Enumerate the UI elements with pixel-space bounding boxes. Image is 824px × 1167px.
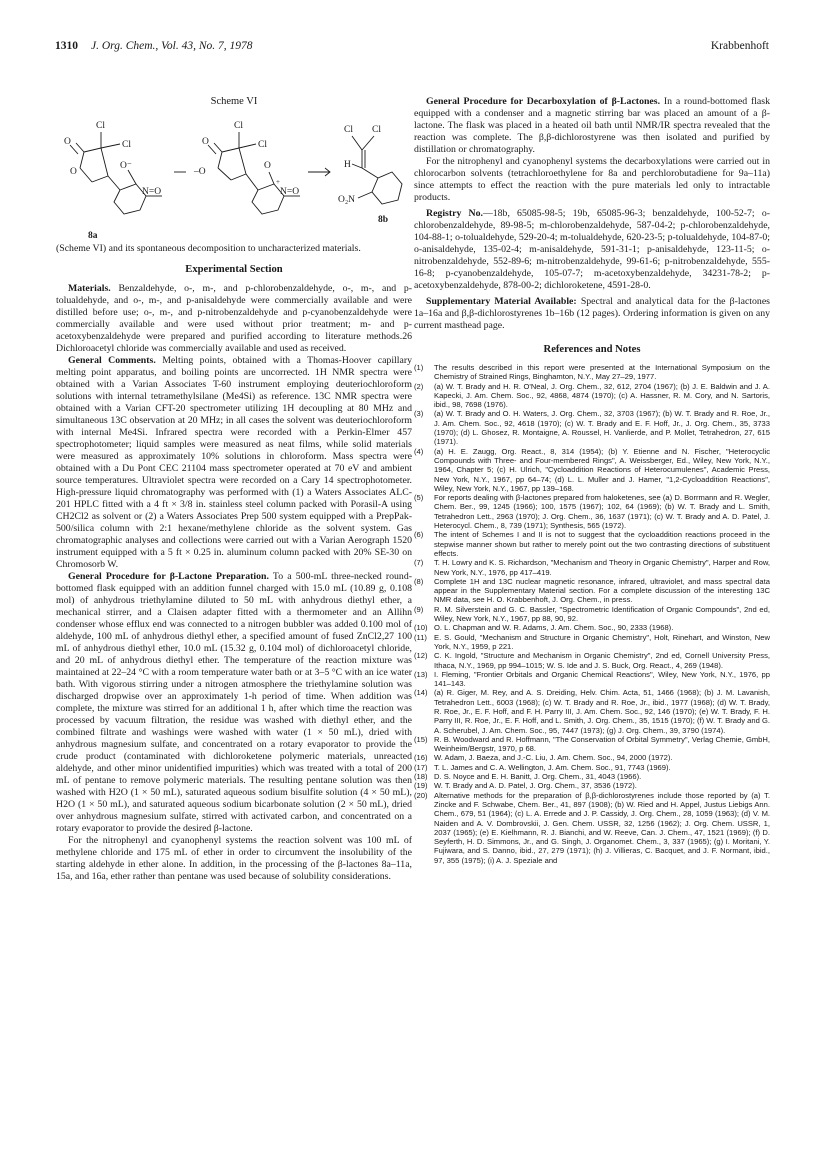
reference-text: O. L. Chapman and W. R. Adams, J. Am. Chem. Soc., 90, 2333 (1968).	[434, 623, 674, 633]
reference-text: The intent of Schemes I and II is not to suggest that the cycloaddition reactions proceed in the stepwise manner shown but rather to merely point out the two contrasting directions of substituent effects.	[434, 530, 770, 558]
reference-number: (20)	[414, 790, 428, 800]
lactone-procedure-text: To a 500-mL three-necked round-bottomed flask equipped with an addition funnel charged with 15.0 mL (10.89 g, 0.108 mol) of anhydrous triethylamine diluted to 50 mL with anhydrous diethyl ether, a mechanical stirrer, and a Claisen adapter fitted with a thermometer and an Allihn condenser whose efflux end was connected to a nitrogen bubbler was added 0.100 mol of aldehyde, 100 mL of anhydrous diethyl ether, a specified amount of fused ZnCl2,27 100 mL of anhydrous diethyl ether, 10.0 mL (15.32 g, 0.104 mol) of dichloroacetyl chloride, and 20 mL of anhydrous diethyl ether. The temperature of the reaction mixture was maintained at 22–24 °C with a room temperature water bath or at 3–5 °C with an ice water bath. With vigorous stirring under a nitrogen atmosphere the triethylamine solution was discharged dropwise over an approximately 1-h period of time. When addition was complete, the mixture was stirred for an additional 1 h, after which time the reaction was processed by vacuum filtration, the residue was washed with diethyl ether, and the combined filtrate and washings were washed with water (1 × 50 mL), dried with anhydrous magnesium sulfate, and concentrated on a rotary evaporator to provide the crude product (contaminated with dichloroketene polymeric materials, unreacted aldehyde, and other minor unidentified impurities) which was treated with a total of 200 mL of pentane to remove polymeric materials. The resulting pentane solution was then washed with H2O (1 × 50 mL), saturated aqueous sodium bisulfite solution (4 × 50 mL), H2O (1 × 50 mL), and saturated aqueous sodium bicarbonate solution (2 × 50 mL), dried over anhydrous magnesium sulfate, stirred with activated carbon, and concentrated on a rotary evaporator to provide the desired β-lactone.	[56, 571, 412, 834]
reference-number: (11)	[414, 632, 427, 642]
atom-cl: Cl	[344, 125, 353, 135]
reference-text: Alternative methods for the preparation of β,β-dichlorostyrenes include those reported by (a) T. Zincke and F. Schwabe, Chem. Ber., 41, 897 (1908); (b) W. Ried and H. Appel, Justus Liebigs Ann. Chem., 679, 51 (1964); (c) L. A. Errede and J. P. Cassidy, J. Org. Chem., 28, 1059 (1963); (d) V. M. Naiden and A. V. Dombrovskii, J. Gen. Chem. USSR, 32, 1256 (1962); J. Org. Chem. USSR, 1, 2037 (1965); (e) E. Kielhmann, R. J. Bianchi, and W. Reeve, Can. J. Chem., 47, 1521 (1969); (f) D. Seyferth, H. D. Simmons, Jr., and G. Singh, J. Organomet. Chem., 3, 337 (1965); (g) I. Moritani, Y. Fujiwara, and S. Danno, ibid., 27, 279 (1971); (h) J. Villieras, C. Bacquet, and J. F. Normant, ibid., 97, 355 (1975); (i) A. J. Speziale and	[434, 790, 770, 865]
atom-cl: Cl	[372, 125, 381, 135]
reference-text: Complete 1H and 13C nuclear magnetic resonance, infrared, ultraviolet, and mass spectral data appear in the Supplementary Material section. For a complete discussion of the interesting 13C NMR data, see H. O. Krabbenhoft, J. Org. Chem., in press.	[434, 576, 770, 605]
atom-o: O	[70, 167, 77, 177]
reference-number: (18)	[414, 772, 428, 782]
atom-o-minus: O⁻	[120, 161, 132, 171]
materials-text: Benzaldehyde, o-, m-, and p-chlorobenzaldehyde, o-, m-, and p-tolualdehyde, and o-, m-, and p-anisaldehyde were commercially available and were distilled before use; o-, m-, and p-nitrobenzaldehyde and p-cyanobenzaldehyde were commercially available and were used without prior treatment; m- and p-acetoxybenzaldehyde were prepared and purified according to literature methods.26 Dichloroacetyl chloride was commercially available and used as received.	[56, 283, 412, 354]
atom-h: H	[344, 160, 351, 170]
structure-8a	[70, 132, 162, 214]
running-author: Krabbenhoft	[710, 40, 769, 52]
reference-text: T. L. James and C. A. Wellington, J. Am. Chem. Soc., 91, 7743 (1969).	[434, 762, 671, 772]
materials-heading: Materials.	[68, 283, 111, 294]
reference-number: (16)	[414, 753, 428, 763]
reference-number: (12)	[414, 651, 428, 661]
structure-8b-labels	[338, 125, 388, 225]
structure-intermediate	[208, 132, 300, 214]
right-column	[414, 96, 770, 865]
scheme-title: Scheme VI	[210, 96, 258, 107]
reference-number: (19)	[414, 781, 428, 791]
lactone-procedure-paragraph	[56, 571, 412, 835]
reference-number: (8)	[414, 576, 424, 586]
atom-n-eq-o: N=O	[142, 187, 162, 197]
reference-item	[414, 735, 770, 754]
reference-text: C. K. Ingold, "Structure and Mechanism in Organic Chemistry", 2nd ed, Cornell University Press, Ithaca, N.Y., 1969, pp 994–1015; W. S. Ide and J. S. Buck, Org. React., 4, 269 (1948).	[434, 651, 770, 670]
reference-item	[414, 530, 770, 558]
reference-number: (2)	[414, 381, 424, 391]
general-comments-paragraph	[56, 355, 412, 571]
references-heading: References and Notes	[543, 344, 641, 355]
reference-number: (17)	[414, 762, 428, 772]
left-column	[56, 96, 412, 883]
reference-item	[414, 577, 770, 605]
reference-text: For reports dealing with β-lactones prepared from haloketenes, see (a) D. Borrmann and R. Wegler, Chem. Ber., 99, 1245 (1966); 100, 1575 (1967); 102, 64 (1969); (b) W. T. Brady and L. Smith, Tetrahedron Lett., 2963 (1970); J. Org. Chem., 36, 1637 (1971); (c) W. T. Brady and A. D. Patel, J. Heterocycl. Chem., 8, 739 (1971); Synthesis, 565 (1972).	[434, 493, 770, 531]
reference-item	[414, 670, 770, 689]
reference-item	[414, 753, 770, 762]
reference-text: (a) W. T. Brady and H. R. O'Neal, J. Org. Chem., 32, 612, 2704 (1967); (b) J. E. Baldwin and J. A. Kapecki, J. Am. Chem. Soc., 92, 4868, 4874 (1970); (c) A. Hassner, R. M. Cory, and N. Sartoris, ibid., 98, 7698 (1976).	[434, 381, 770, 410]
reference-text: I. Fleming, "Frontier Orbitals and Organic Chemical Reactions", Wiley, New York, N.Y., 1976, pp 141–143.	[434, 669, 770, 689]
compound-label-8a: 8a	[88, 231, 98, 241]
reference-number: (6)	[414, 530, 424, 540]
reference-text: T. H. Lowry and K. S. Richardson, "Mechanism and Theory in Organic Chemistry", Harper and Row, New York, N.Y., 1976, pp 417–419.	[434, 558, 770, 577]
reference-text: D. S. Noyce and E. H. Banitt, J. Org. Chem., 31, 4043 (1966).	[434, 772, 642, 782]
reference-item	[414, 447, 770, 493]
reference-item	[414, 781, 770, 790]
reference-number: (5)	[414, 493, 424, 503]
atom-cl: Cl	[96, 121, 105, 131]
reference-number: (10)	[414, 623, 428, 633]
reference-item	[414, 791, 770, 865]
reference-number: (9)	[414, 604, 424, 614]
reference-text: R. M. Silverstein and G. C. Bassler, "Spectrometric Identification of Organic Compounds", 2nd ed, Wiley, New York, N.Y., 1967, pp 88, 90, 92.	[434, 604, 770, 624]
reference-item	[414, 363, 770, 382]
decarboxylation-heading: General Procedure for Decarboxylation of β-Lactones.	[426, 96, 661, 107]
supplementary-paragraph	[414, 296, 770, 332]
scheme-figure	[56, 96, 412, 241]
registry-heading: Registry No.	[426, 208, 483, 219]
decarboxylation-paragraph-2: For the nitrophenyl and cyanophenyl systems the decarboxylations were carried out in chlorocarbon solvents (tetrachloroethylene for 8a and perchlorobutadiene for 9a–11a) since attempts to effect the reaction with the pure materials led only to intractable products.	[414, 156, 770, 203]
atom-o2n: O₂N	[338, 195, 356, 205]
journal-citation: J. Org. Chem., Vol. 43, No. 7, 1978	[91, 40, 253, 52]
atom-o: O	[264, 161, 271, 171]
materials-paragraph	[56, 283, 412, 355]
reference-number: (3)	[414, 409, 424, 419]
reference-text: (a) R. Giger, M. Rey, and A. S. Dreiding, Helv. Chim. Acta, 51, 1466 (1968); (b) J. M. Lavanish, Tetrahedron Lett., 6003 (1968); (c) W. T. Brady and R. Roe, Jr., ibid., 1977 (1968); (d) W. T. Brady, R. Roe, Jr., E. F. Hoff, and F. H. Parry III, J. Am. Chem. Soc., 92, 146 (1970); (e) W. T. Brady, F. H. Parry III, R. Roe, Jr., E. F. Hoff, and L. Smith, J. Org. Chem., 35, 1515 (1970); (f) W. T. Brady and G. A. Scherubel, J. Am. Chem. Soc., 95, 7447 (1973); (g) J. Org. Chem., 39, 3790 (1974).	[434, 688, 770, 735]
reference-number: (4)	[414, 446, 424, 456]
reference-text: (a) W. T. Brady and O. H. Waters, J. Org. Chem., 32, 3703 (1967); (b) W. T. Brady and R. Roe, Jr., J. Am. Chem. Soc., 92, 4618 (1970); (c) W. T. Brady and E. F. Hoff, Jr., J. Org. Chem., 35, 3733 (1970); (d) L. Ghosez, R. Montaigne, A. Roussel, H. Vanlierde, and P. Mollet, Tetrahedron, 27, 615 (1971).	[434, 409, 770, 447]
decarboxylation-paragraph	[414, 96, 770, 156]
intro-paragraph: (Scheme VI) and its spontaneous decomposition to uncharacterized materials.	[56, 243, 361, 254]
reference-number: (14)	[414, 688, 428, 698]
atom-n-eq-o: N=O	[280, 187, 300, 197]
reference-text: The results described in this report were presented at the International Symposium on the Chemistry of Strained Rings, Binghamton, N.Y., May 27–29, 1977.	[434, 363, 770, 382]
reference-item	[414, 623, 770, 632]
reference-text: E. S. Gould, "Mechanism and Structure in Organic Chemistry", Holt, Rinehart, and Winston, New York, N.Y., 1959, p 221.	[434, 632, 770, 651]
reference-text: R. B. Woodward and R. Hoffmann, "The Conservation of Orbital Symmetry", Verlag Chemie, GmbH, Weinheim/Bergstr, 1970, p 68.	[434, 734, 770, 754]
atom-cl: Cl	[234, 121, 243, 131]
section-heading: Experimental Section	[185, 264, 283, 275]
compound-label-8b: 8b	[378, 215, 389, 225]
supplementary-heading: Supplementary Material Available:	[426, 296, 577, 307]
reference-text: W. T. Brady and A. D. Patel, J. Org. Chem., 37, 3536 (1972).	[434, 781, 637, 791]
charge-plus: +	[276, 178, 280, 186]
reference-text: (a) H. E. Zaugg, Org. React., 8, 314 (1954); (b) Y. Etienne and N. Fischer, "Heterocyclic Compounds with Three- and Four-membered Rings", A. Weissberger, Ed., Wiley, New York, N.Y., 1964, Chapter 5; (c) H. Ulrich, "Cycloaddition Reactions of Heterocumulenes", Academic Press, New York, N.Y., 1967, pp 64–74; (d) L. L. Muller and J. Hamer, "1,2-Cycloaddition Reactions", Wiley, New York, N.Y., 1967, pp 139–168.	[434, 446, 770, 493]
general-comments-text: Melting points, obtained with a Thomas-Hoover capillary melting point apparatus, and boiling points are uncorrected. 1H NMR spectra were obtained with a Varian Associates T-60 instrument employing deuteriochloroform solutions with internal tetramethylsilane (Me4Si) as reference. 13C NMR spectra were obtained with a Varian CFT-20 spectrometer utilizing 1H decoupling at 80 MHz and simultaneous 13C observation at 20 MHz; in all cases the solvent was deuteriochloroform with internal Me4Si. Infrared spectra were recorded with a Perkin-Elmer 457 spectrophotometer; liquid samples were measured as neat films, while solid materials were measured as approximately 10% solutions in chloroform. Mass spectra were obtained with a Du Pont CEC 21104 mass spectrometer operated at 70 eV and ambient source temperatures. Ultraviolet spectra were recorded on a Cary 14 spectrophotometer. High-pressure liquid chromatography was performed with (1) a Waters Associates ALC-201 HPLC fitted with a 4 ft × 3/8 in. stainless steel column packed with Porasil-A using CH2Cl2 as solvent or (2) a Waters Associates Prep 500 system equipped with a PrepPak-500/silica column with 2:1 hexane/methylene chloride as the solvent system. Gas chromatographic analyses and collections were carried out with a Varian Aerograph 1520 instrument equipped with a 5 ft × 0.25 in. aluminum column packed with 20% SE-30 on Chromosorb W.	[56, 355, 412, 570]
atom-cl: Cl	[122, 140, 131, 150]
supplementary-text: Spectral and analytical data for the β-lactones 1a–16a and β,β-dichlorostyrenes 1b–16b (12 pages). Ordering information is given on any current masthead page.	[414, 296, 770, 331]
atom-o: O	[64, 137, 71, 147]
reference-number: (15)	[414, 734, 428, 744]
registry-text: —18b, 65085-98-5; 19b, 65085-96-3; benzaldehyde, 100-52-7; o-chlorobenzaldehyde, 89-98-5; m-chlorobenzaldehyde, 587-04-2; p-chlorobenzaldehyde, 104-88-1; o-tolualdehyde, 529-20-4; m-tolualdehyde, 620-23-5; p-tolualdehyde, 104-87-0; o-anisaldehyde, 135-02-4; m-anisaldehyde, 591-31-1; p-anisaldehyde, 123-11-5; o-nitrobenzaldehyde, 552-89-6; m-nitrobenzaldehyde, 99-61-6; p-nitrobenzaldehyde, 555-16-8; p-cyanobenzaldehyde, 105-07-7; m-acetoxybenzaldehyde, 34231-78-2; p-acetoxybenzaldehyde, 878-00-2; dichloroketene, 4591-28-0.	[414, 208, 770, 291]
atom-o: O	[202, 137, 209, 147]
scheme-structure-drawing	[56, 110, 412, 245]
structure-intermediate-labels	[193, 121, 299, 197]
general-comments-heading: General Comments.	[68, 355, 156, 366]
atom-minus-o: –O	[194, 167, 206, 177]
reference-item	[414, 493, 770, 530]
reference-item	[414, 633, 770, 652]
reaction-arrow	[308, 168, 330, 176]
reference-item	[414, 688, 770, 734]
reference-text: W. Adam, J. Baeza, and J.-C. Liu, J. Am. Chem. Soc., 94, 2000 (1972).	[434, 753, 673, 763]
reference-number: (7)	[414, 558, 424, 568]
reference-item	[414, 651, 770, 670]
structure-8b	[352, 136, 402, 204]
reference-item	[414, 558, 770, 577]
decarboxylation-text: In a round-bottomed flask equipped with a condenser and a magnetic stirring bar was placed an amount of a β-lactone. The flask was placed in a heated oil bath until NMR/IR spectra revealed that the reaction was complete. The β,β-dichlorostyrene was then isolated and purified by distillation or chromatography.	[414, 96, 770, 155]
reference-number: (1)	[414, 363, 424, 372]
page-header	[55, 40, 769, 56]
references-list	[414, 363, 770, 865]
reference-item	[414, 605, 770, 624]
page-number: 1310	[55, 40, 78, 52]
registry-paragraph	[414, 208, 770, 292]
nitro-systems-paragraph: For the nitrophenyl and cyanophenyl systems the reaction solvent was 100 mL of methylene chloride and 175 mL of ether in order to circumvent the insolubility of the starting aldehyde in ether alone. In addition, in the processing of the β-lactones 8a–11a, 15a, and 16a, ether rather than pentane was used because of solubility considerations.	[56, 835, 412, 882]
lactone-procedure-heading: General Procedure for β-Lactone Preparation.	[68, 571, 269, 582]
reference-item	[414, 409, 770, 446]
reference-number: (13)	[414, 669, 428, 679]
atom-cl: Cl	[258, 140, 267, 150]
reference-item	[414, 763, 770, 772]
reference-item	[414, 772, 770, 781]
reference-item	[414, 382, 770, 410]
